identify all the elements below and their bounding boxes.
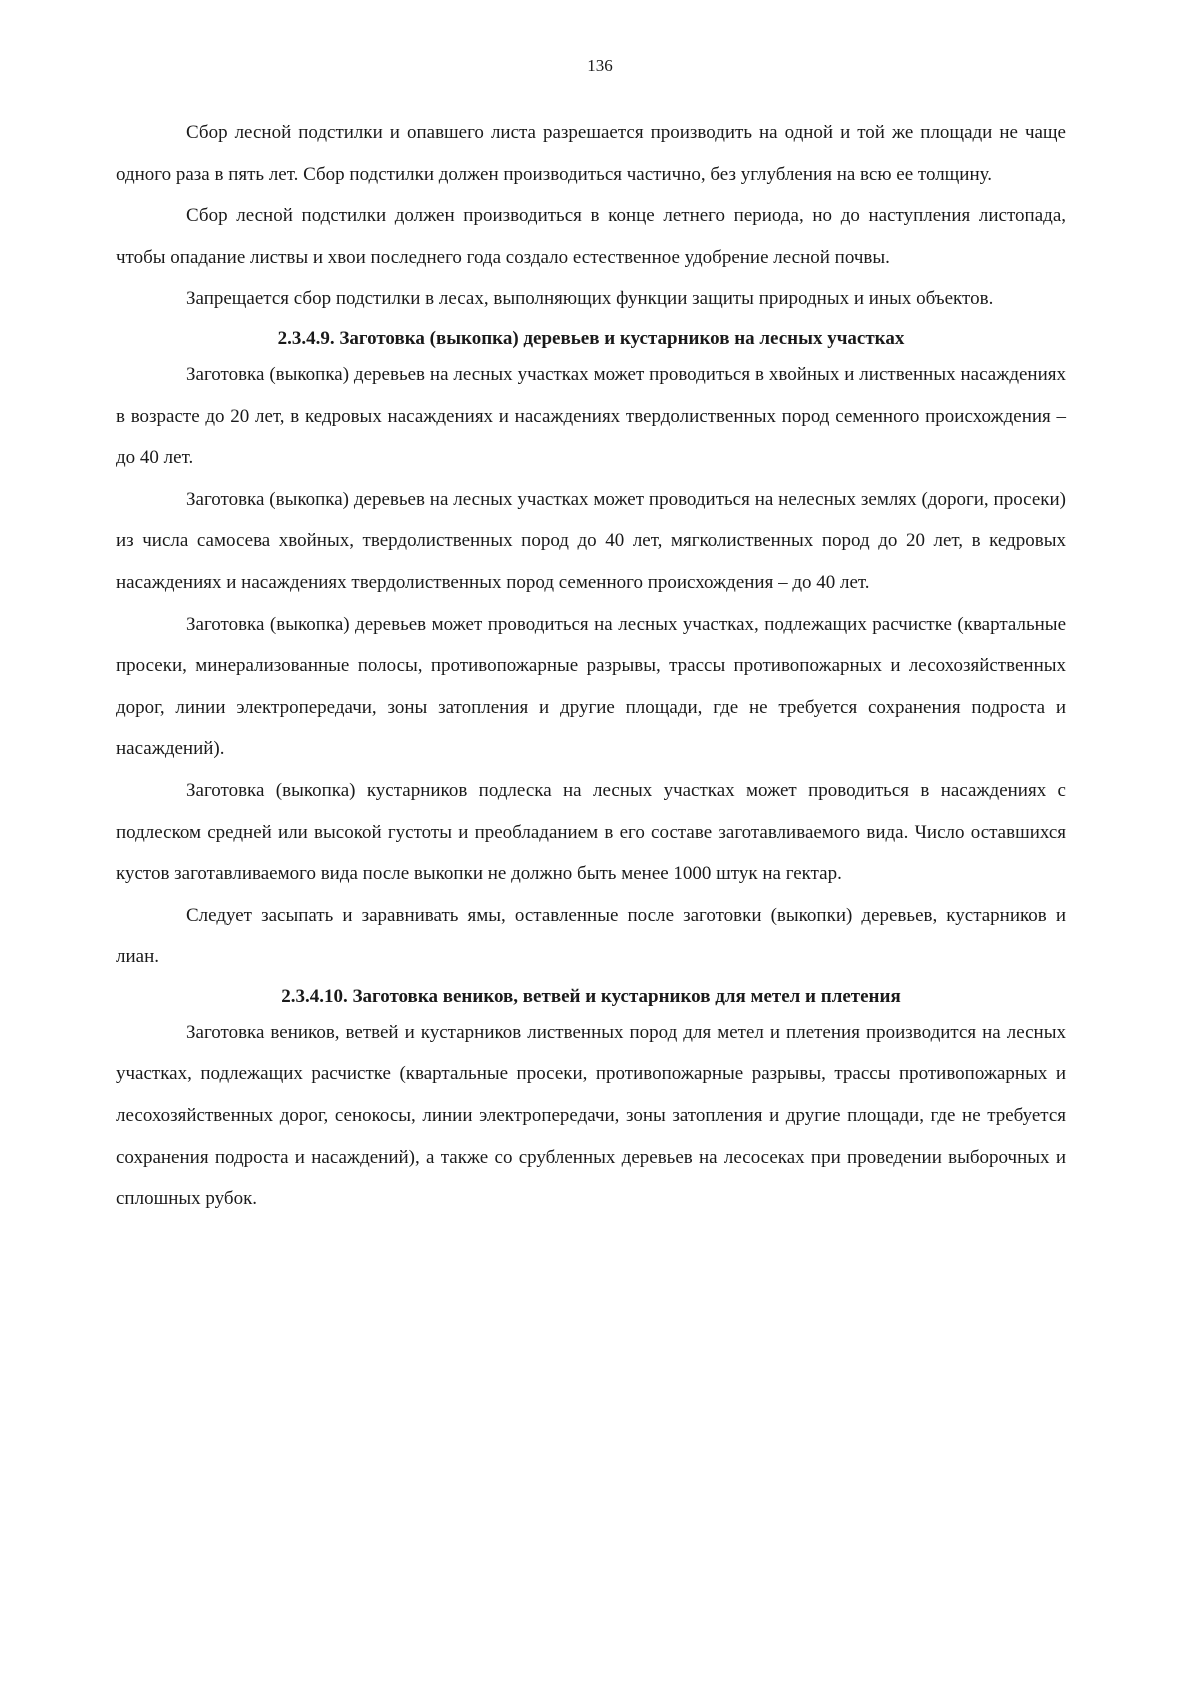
paragraph-pit-filling: Следует засыпать и заравнивать ямы, оставленные после заготовки (выкопки) деревьев, кустарников и лиан.	[116, 904, 1066, 968]
page-number: 136	[587, 56, 613, 75]
paragraph-tree-harvest-clearing: Заготовка (выкопка) деревьев может проводиться на лесных участках, подлежащих расчистке (квартальные просеки, минерализованные полосы, противопожарные разрывы, трассы противопожарных и лесохозяйственных дорог, линии электропередачи, зоны затопления и другие площади, где не требуется сохранения подроста и насаждений).	[116, 613, 1066, 760]
paragraph-broom-harvest: Заготовка веников, ветвей и кустарников лиственных пород для метел и плетения производится на лесных участках, подлежащих расчистке (квартальные просеки, противопожарные разрывы, трассы противопожарных и лесохозяйственных дорог, сенокосы, линии электропередачи, зоны затопления и другие площади, где не требуется сохранения подроста и насаждений), а также со срубленных деревьев на лесосеках при проведении выборочных и сплошных рубок.	[116, 1021, 1066, 1210]
paragraph-shrub-harvest: Заготовка (выкопка) кустарников подлеска на лесных участках может проводиться в насаждениях с подлеском средней или высокой густоты и преобладанием в его составе заготавливаемого вида. Число оставшихся кустов заготавливаемого вида после выкопки не должно быть менее 1000 штук на гектар.	[116, 779, 1066, 885]
section-heading-2-3-4-10: 2.3.4.10. Заготовка веников, ветвей и кустарников для метел и плетения	[281, 985, 901, 1007]
paragraph-litter-prohibition: Запрещается сбор подстилки в лесах, выполняющих функции защиты природных и иных объектов.	[186, 288, 994, 310]
page-content	[116, 112, 1066, 1220]
paragraph-tree-harvest-age: Заготовка (выкопка) деревьев на лесных участках может проводиться в хвойных и лиственных насаждениях в возрасте до 20 лет, в кедровых насаждениях и насаждениях твердолиственных пород семенного происхождения – до 40 лет.	[116, 363, 1066, 469]
paragraph-tree-harvest-nonforest: Заготовка (выкопка) деревьев на лесных участках может проводиться на нелесных землях (дороги, просеки) из числа самосева хвойных, твердолиственных пород до 40 лет, мягколиственных пород до 20 лет, в кедровых насаждениях и насаждениях твердолиственных пород семенного происхождения – до 40 лет.	[116, 488, 1066, 593]
paragraph-litter-timing: Сбор лесной подстилки должен производиться в конце летнего периода, но до наступления листопада, чтобы опадание листвы и хвои последнего года создало естественное удобрение лесной почвы.	[116, 205, 1066, 268]
section-heading-2-3-4-9: 2.3.4.9. Заготовка (выкопка) деревьев и кустарников на лесных участках	[277, 327, 905, 349]
paragraph-litter-frequency: Сбор лесной подстилки и опавшего листа разрешается производить на одной и той же площади не чаще одного раза в пять лет. Сбор подстилки должен производиться частично, без углубления на всю ее толщину.	[116, 122, 1066, 185]
